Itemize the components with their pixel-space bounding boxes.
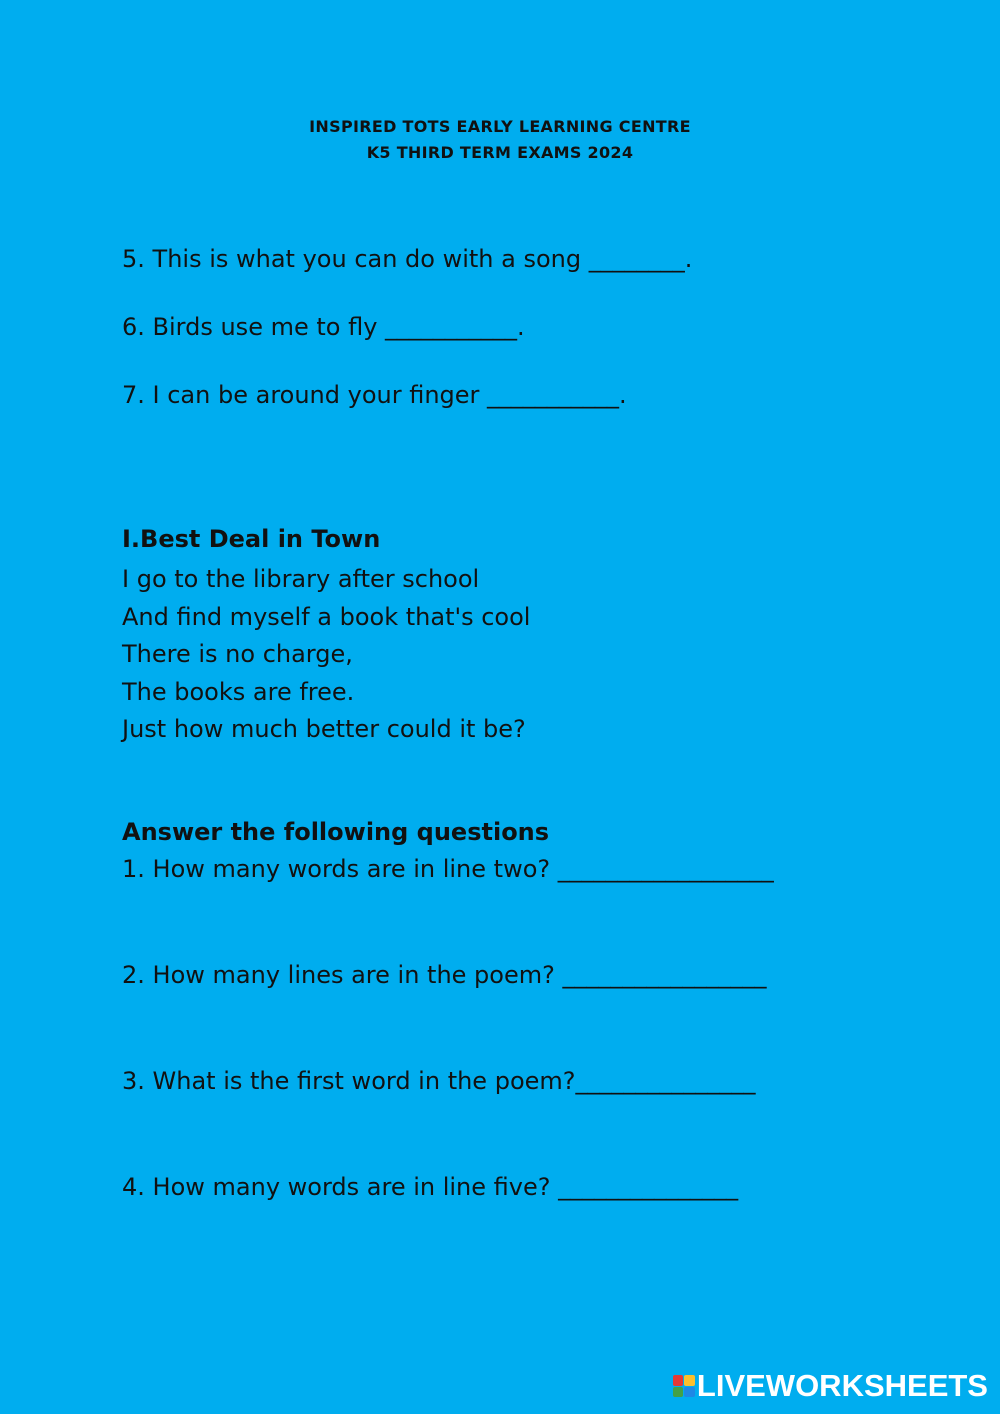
- poem-line: There is no charge,: [122, 640, 353, 668]
- liveworksheets-logo[interactable]: [673, 1368, 988, 1404]
- poem-line: The books are free.: [122, 677, 355, 706]
- poem-body: [122, 561, 530, 749]
- logo-square-green: [673, 1387, 684, 1398]
- poem-title: I.Best Deal in Town: [122, 525, 381, 553]
- comprehension-question-4: 4. How many words are in line five? _______________: [122, 1173, 739, 1201]
- logo-square-blue: [684, 1387, 695, 1398]
- poem-line: And find myself a book that's cool: [122, 602, 531, 631]
- exam-header: [0, 114, 1000, 166]
- logo-square-yellow: [684, 1375, 695, 1386]
- logo-text: LIVEWORKSHEETS: [696, 1368, 988, 1403]
- comprehension-question-2: 2. How many lines are in the poem? _________________: [122, 961, 767, 989]
- riddle-question-6: 6. Birds use me to fly ___________.: [122, 313, 525, 341]
- comprehension-question-1: 1. How many words are in line two? __________________: [122, 855, 774, 883]
- riddle-question-7: 7. I can be around your finger ___________.: [122, 381, 627, 409]
- questions-title: Answer the following questions: [122, 818, 550, 846]
- comprehension-question-3: 3. What is the first word in the poem?_______________: [122, 1067, 756, 1095]
- poem-line: I go to the library after school: [122, 565, 480, 593]
- exam-title: K5 THIRD TERM EXAMS 2024: [366, 143, 634, 162]
- school-name: INSPIRED TOTS EARLY LEARNING CENTRE: [309, 117, 691, 136]
- logo-square-red: [673, 1375, 684, 1386]
- riddle-question-5: 5. This is what you can do with a song ________.: [122, 245, 693, 273]
- poem-line: Just how much better could it be?: [122, 715, 526, 743]
- liveworksheets-logo-icon: [673, 1375, 695, 1397]
